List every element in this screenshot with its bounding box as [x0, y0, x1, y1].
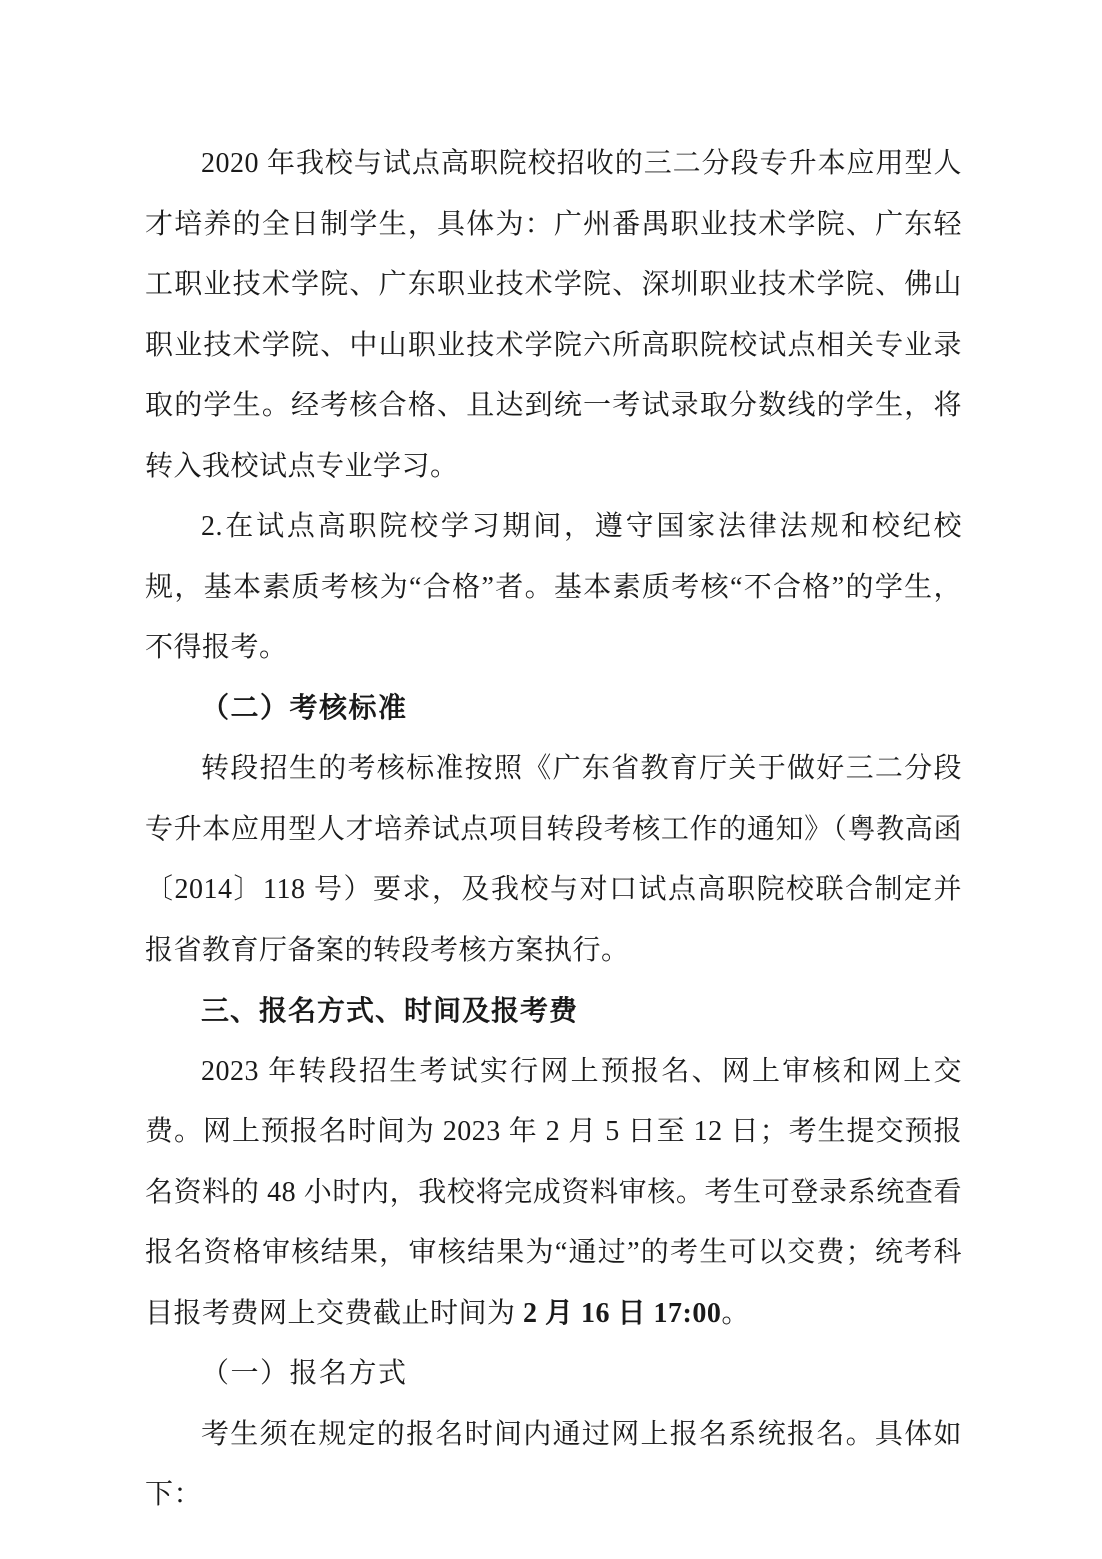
registration-schedule-period: 。	[721, 1297, 750, 1329]
paragraph-criteria-basis: 转段招生的考核标准按照《广东省教育厅关于做好三二分段专升本应用型人才培养试点项目转段考核工作的通知》（粤教高函〔2014〕118 号）要求，及我校与对口试点高职院校联合制定并报省教育厅备案的转段考核方案执行。	[145, 753, 962, 966]
fee-deadline-bold-text: 2 月 16 日 17:00	[523, 1297, 722, 1329]
subheading-registration-method: （一）报名方式	[201, 1358, 408, 1389]
registration-schedule-text: 2023 年转段招生考试实行网上预报名、网上审核和网上交费。网上预报名时间为 2023 年 2 月 5 日至 12 日；考生提交预报名资料的 48 小时内，我校将完成资料审核。考生可登录系统查看报名资格审核结果，审核结果为“通过”的考生可以交费；统考科目报考费网上交费截止时间为	[145, 1055, 962, 1329]
paragraph-registration-schedule	[145, 1042, 962, 1345]
heading-registration-section: 三、报名方式、时间及报考费	[201, 995, 579, 1026]
heading-assessment-criteria: （二）考核标准	[201, 692, 408, 724]
paragraph-assessment-eligibility: 2.在试点高职院校学习期间，遵守国家法律法规和校纪校规，基本素质考核为“合格”者。基本素质考核“不合格”的学生，不得报考。	[145, 511, 962, 663]
paragraph-registration-instruction: 考生须在规定的报名时间内通过网上报名系统报名。具体如下：	[145, 1418, 962, 1510]
document-body	[145, 134, 962, 1526]
paragraph-2020-cohort: 2020 年我校与试点高职院校招收的三二分段专升本应用型人才培养的全日制学生，具体为：广州番禺职业技术学院、广东轻工职业技术学院、广东职业技术学院、深圳职业技术学院、佛山职业技术学院、中山职业技术学院六所高职院校试点相关专业录取的学生。经考核合格、且达到统一考试录取分数线的学生，将转入我校试点专业学习。	[145, 148, 962, 482]
